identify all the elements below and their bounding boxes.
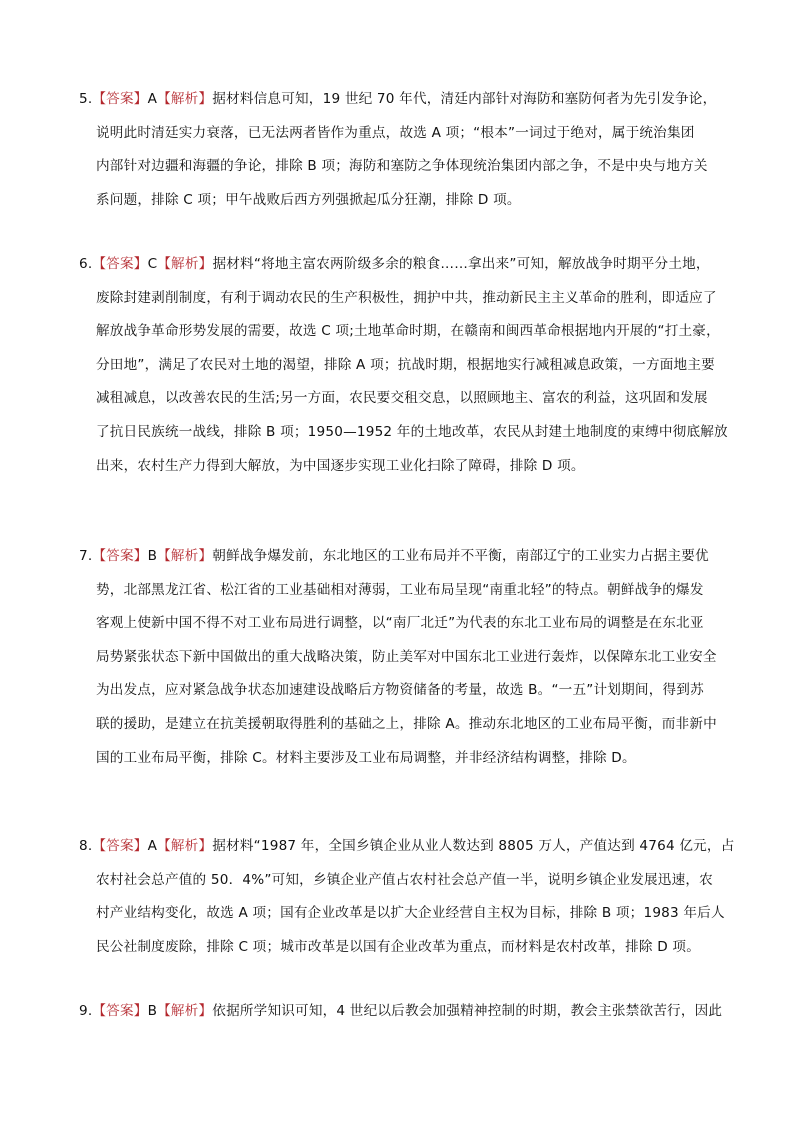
analysis-line: 朝鲜战争爆发前，东北地区的工业布局并不平衡，南部辽宁的工业实力占据主要优 — [212, 548, 709, 564]
analysis-line: 局势紧张状态下新中国做出的重大战略决策，防止美军对中国东北工业进行轰炸，以保障东北工业安全 — [96, 648, 717, 665]
question-number: 9. — [79, 1003, 93, 1019]
answer-letter: A — [147, 91, 158, 107]
answer-tag: 【答案】 — [92, 548, 148, 564]
analysis-line: 废除封建剥削制度，有利于调动农民的生产积极性，拥护中共，推动新民主主义革命的胜利，即适应了 — [96, 289, 717, 306]
analysis-line: 出来，农村生产力得到大解放，为中国逐步实现工业化扫除了障碍，排除 D 项。 — [96, 457, 585, 474]
answer-tag: 【答案】 — [92, 1003, 148, 1019]
analysis-line: 内部针对边疆和海疆的争论，排除 B 项；海防和塞防之争体现统治集团内部之争，不是中央与地方关 — [96, 158, 708, 175]
analysis-tag: 【解析】 — [157, 838, 213, 854]
analysis-line: 分田地”，满足了农民对土地的渴望，排除 A 项；抗战时期，根据地实行减租减息政策，一方面地主要 — [96, 356, 715, 373]
item-first-line — [79, 83, 735, 117]
analysis-line: 解放战争革命形势发展的需要，故选 C 项;土地革命时期，在赣南和闽西革命根据地内开展的“打土豪， — [96, 323, 720, 340]
analysis-tag: 【解析】 — [157, 256, 213, 272]
analysis-line: 说明此时清廷实力衰落，已无法两者皆作为重点，故选 A 项；“根本”一词过于绝对，属于统治集团 — [96, 124, 695, 141]
question-number: 5. — [79, 91, 93, 107]
analysis-line: 客观上使新中国不得不对工业布局进行调整，以“南厂北迁”为代表的东北工业布局的调整是在东北亚 — [96, 615, 704, 632]
analysis-line: 势，北部黑龙江省、松江省的工业基础相对薄弱，工业布局呈现“南重北轻”的特点。朝鲜战争的爆发 — [96, 581, 704, 598]
answer-item-7 — [79, 540, 735, 775]
analysis-line: 依据所学知识可知，4 世纪以后教会加强精神控制的时期，教会主张禁欲苦行，因此 — [212, 1003, 723, 1019]
item-first-line — [79, 540, 735, 574]
analysis-tag: 【解析】 — [157, 91, 213, 107]
answer-tag: 【答案】 — [92, 838, 148, 854]
answer-item-5 — [79, 83, 735, 217]
analysis-line: 系问题，排除 C 项；甲午战败后西方列强掀起瓜分狂潮，排除 D 项。 — [96, 191, 521, 208]
answer-letter: B — [147, 1003, 158, 1019]
question-number: 7. — [79, 548, 93, 564]
analysis-line: 了抗日民族统一战线，排除 B 项；1950—1952 年的土地改革，农民从封建土地制度的束缚中彻底解放 — [96, 423, 728, 440]
analysis-line: 村产业结构变化，故选 A 项；国有企业改革是以扩大企业经营自主权为目标，排除 B 项；1983 年后人 — [96, 905, 725, 922]
answer-item-6 — [79, 248, 735, 483]
analysis-line: 国的工业布局平衡，排除 C。材料主要涉及工业布局调整，并非经济结构调整，排除 D。 — [96, 749, 636, 766]
analysis-line: 民公社制度废除，排除 C 项；城市改革是以国有企业改革为重点，而材料是农村改革，排除 D 项。 — [96, 938, 700, 955]
answer-item-8 — [79, 830, 735, 964]
answer-tag: 【答案】 — [92, 91, 148, 107]
analysis-line: 据材料“1987 年，全国乡镇企业从业人数达到 8805 万人，产值达到 4764 亿元，占 — [212, 838, 735, 854]
question-number: 6. — [79, 256, 93, 272]
analysis-line: 农村社会总产值的 50．4%”可知，乡镇企业产值占农村社会总产值一半，说明乡镇企业发展迅速，农 — [96, 871, 713, 888]
answer-item-9 — [79, 995, 735, 1029]
analysis-line: 据材料“将地主富农两阶级多余的粮食……拿出来”可知，解放战争时期平分土地， — [212, 256, 710, 272]
analysis-line: 减租减息，以改善农民的生活;另一方面，农民要交租交息，以照顾地主、富农的利益，这巩固和发展 — [96, 390, 708, 407]
answer-letter: B — [147, 548, 158, 564]
question-number: 8. — [79, 838, 93, 854]
item-first-line — [79, 995, 735, 1029]
item-first-line — [79, 248, 735, 282]
answer-letter: A — [147, 838, 158, 854]
analysis-line: 为出发点，应对紧急战争状态加速建设战略后方物资储备的考量，故选 B。“一五”计划期间，得到苏 — [96, 682, 704, 699]
answer-letter: C — [147, 256, 158, 272]
answer-tag: 【答案】 — [92, 256, 148, 272]
analysis-line: 据材料信息可知，19 世纪 70 年代，清廷内部针对海防和塞防何者为先引发争论， — [212, 91, 717, 107]
analysis-line: 联的援助，是建立在抗美援朝取得胜利的基础之上，排除 A。推动东北地区的工业布局平衡，而非新中 — [96, 715, 717, 732]
item-first-line — [79, 830, 735, 864]
analysis-tag: 【解析】 — [157, 1003, 213, 1019]
analysis-tag: 【解析】 — [157, 548, 213, 564]
